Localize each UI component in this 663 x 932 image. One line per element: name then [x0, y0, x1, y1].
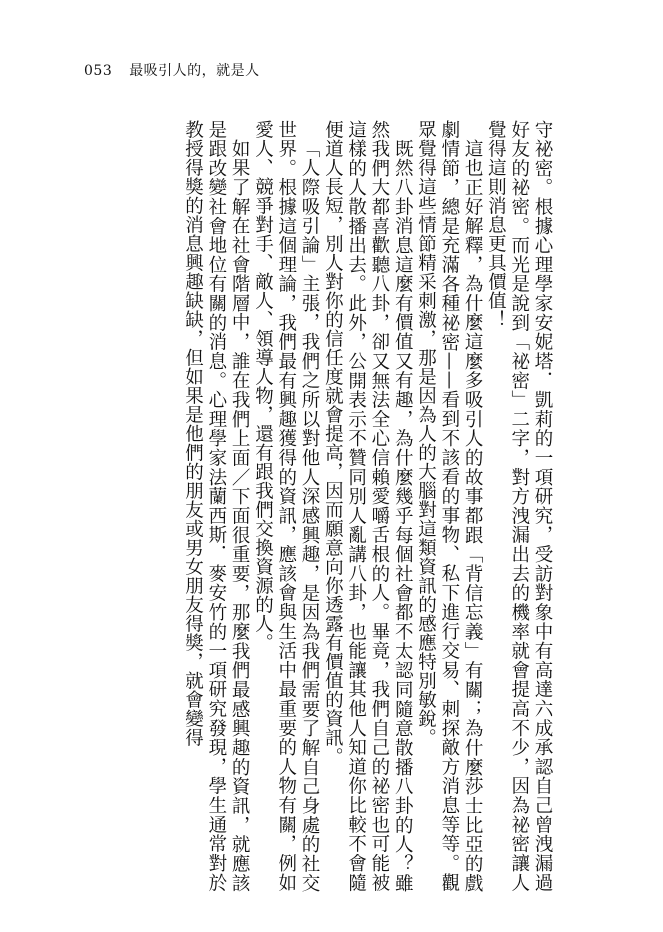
page-header: [84, 60, 260, 80]
paragraph: 這也正好解釋，為什麼這麼多吸引人的故事都跟「背信忘義」有關；為什麼莎士比亞的戲劇情節，總是充滿各種祕密——看到不該看的事物、私下進行交易、刺探敵方消息等等。觀眾覺得這些情節精采刺激，那是因為人的大腦對這類資訊的感應特別敏銳。: [415, 120, 484, 892]
chapter-title: 最吸引人的，就是人: [129, 63, 260, 79]
paragraph: 如果了解在社會階層中，誰在我們上面／下面很重要，那麼我們最感興趣的資訊，就應該是跟改變社會地位有關的消息。心理學家法蘭西斯．麥安竹的一項研究發現，學生通常對於教授得獎的消息興趣缺缺，但如果是他們的朋友或男女朋友得獎，就會變得: [182, 120, 251, 892]
paragraph: 「人際吸引論」主張，我們之所以對他人深感興趣，是因為我們需要了解自己身處的社交世界。根據這個理論，我們最有興趣獲得的資訊，應該會與生活中最重要的人物有關，例如愛人、競爭對手、敵人、領導人物，還有跟我們交換資源的人。: [252, 120, 321, 892]
page-number: 053: [84, 63, 113, 79]
paragraph: 既然八卦消息這麼有價值又有趣，為什麼幾乎每個社會都不太認同隨意散播八卦的人？雖然我們大都喜歡聽八卦，卻又無法全心信賴愛嚼舌根的人。畢竟，我們自己的祕密也可能被這樣的人散播出去。此外，公開表示不贊同別人亂講八卦，也能讓其他人知道你比較不會隨便道人長短，別人對你的信任度就會提高，因而願意向你透露有價值的資訊。: [322, 120, 414, 892]
paragraph: 守祕密。根據心理學家安妮塔．凱莉的一項研究，受訪對象中有高達六成承認自己曾洩漏過好友的祕密。而光是說到「祕密」二字，對方洩漏出去的機率就會提高不少，因為祕密讓人覺得這則消息更具價值！: [485, 120, 553, 892]
body-text: [76, 120, 554, 892]
